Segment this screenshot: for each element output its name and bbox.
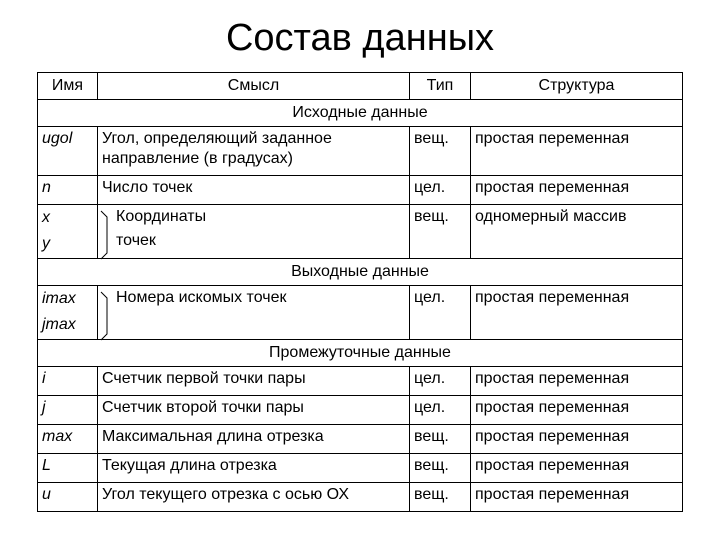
cell-meaning: Угол, определяющий заданное направление (в градусах): [98, 127, 410, 176]
cell-structure: простая переменная: [471, 367, 683, 396]
table-row: [38, 396, 683, 425]
cell-type: цел.: [410, 396, 471, 425]
cell-meaning: Счетчик второй точки пары: [98, 396, 410, 425]
header-name: Имя: [38, 73, 98, 100]
table-row-group-xy: [38, 205, 683, 259]
meaning-line-2: точек: [116, 232, 156, 249]
cell-type: вещ.: [410, 483, 471, 512]
section-input-label: Исходные данные: [38, 100, 683, 127]
section-row-intermediate: [38, 340, 683, 367]
cell-name: L: [38, 454, 98, 483]
data-table: [37, 72, 683, 512]
cell-type: цел.: [410, 286, 471, 340]
header-type: Тип: [410, 73, 471, 100]
cell-structure: простая переменная: [471, 483, 683, 512]
cell-name: i: [38, 367, 98, 396]
cell-type: цел.: [410, 176, 471, 205]
cell-structure: простая переменная: [471, 454, 683, 483]
table-row: [38, 367, 683, 396]
page-title: Состав данных: [225, 17, 495, 59]
name-imax: imax: [42, 290, 76, 307]
meaning-text: Номера искомых точек: [116, 289, 287, 306]
cell-structure: простая переменная: [471, 127, 683, 176]
cell-type: цел.: [410, 367, 471, 396]
section-output-label: Выходные данные: [38, 259, 683, 286]
cell-name: max: [38, 425, 98, 454]
cell-name-group: [38, 286, 98, 340]
cell-structure: простая переменная: [471, 425, 683, 454]
cell-meaning-group: [98, 205, 410, 259]
brace-icon: [99, 290, 113, 342]
cell-name: j: [38, 396, 98, 425]
cell-meaning: Угол текущего отрезка с осью ОХ: [98, 483, 410, 512]
cell-type: вещ.: [410, 205, 471, 259]
cell-name: n: [38, 176, 98, 205]
cell-name: u: [38, 483, 98, 512]
cell-meaning: Максимальная длина отрезка: [98, 425, 410, 454]
cell-meaning: Число точек: [98, 176, 410, 205]
header-meaning: Смысл: [98, 73, 410, 100]
cell-meaning: Счетчик первой точки пары: [98, 367, 410, 396]
cell-name-group: [38, 205, 98, 259]
name-jmax: jmax: [42, 316, 76, 333]
cell-meaning-group: [98, 286, 410, 340]
cell-name: ugol: [38, 127, 98, 176]
name-y: y: [42, 235, 50, 252]
cell-structure: простая переменная: [471, 286, 683, 340]
section-intermediate-label: Промежуточные данные: [38, 340, 683, 367]
header-structure: Структура: [471, 73, 683, 100]
table-row: [38, 454, 683, 483]
section-row-output: [38, 259, 683, 286]
section-row-input: [38, 100, 683, 127]
cell-structure: простая переменная: [471, 396, 683, 425]
table-row-group-max: [38, 286, 683, 340]
table-row: [38, 176, 683, 205]
cell-structure: одномерный массив: [471, 205, 683, 259]
cell-type: вещ.: [410, 425, 471, 454]
table-row: [38, 425, 683, 454]
cell-type: вещ.: [410, 454, 471, 483]
cell-meaning: Текущая длина отрезка: [98, 454, 410, 483]
meaning-line-1: Координаты: [116, 208, 207, 225]
name-x: x: [42, 209, 50, 226]
cell-type: вещ.: [410, 127, 471, 176]
table-row: [38, 483, 683, 512]
table-row: [38, 127, 683, 176]
header-row: [38, 73, 683, 100]
cell-structure: простая переменная: [471, 176, 683, 205]
brace-icon: [99, 209, 113, 261]
